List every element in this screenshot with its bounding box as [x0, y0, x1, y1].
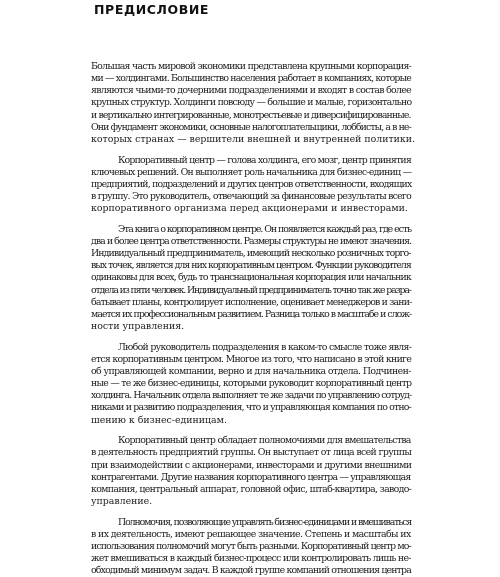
text-line: жет вмешиваться в каждый бизнес-процесс или контролировать лишь не- — [91, 553, 411, 565]
text-line: никами и развитию подразделения, что и управляющая компания по отно- — [91, 402, 411, 414]
text-line: отдела из пяти человек. Индивидуальный предприниматель точно так же разра- — [91, 284, 411, 296]
text-line: корпоративного организма перед акционерами и инвесторами. — [91, 203, 408, 215]
paragraph-gap — [91, 333, 411, 342]
text-line: предприятий, подразделений и других центров ответственности, входящих — [91, 178, 412, 190]
text-line: ные — те же бизнес-единицы, которыми руководит корпоративный центр — [91, 378, 412, 390]
text-line: ности управления. — [91, 321, 185, 332]
text-line: мается их профессиональным развитием. Разница только в масштабе и слож- — [91, 308, 412, 320]
text-line: батывает планы, контролирует исполнение, оценивает менеджеров и зани- — [91, 296, 412, 308]
text-line: в деятельность предприятий группы. Он выступает от лица всей группы — [91, 447, 412, 459]
text-line: одинаковы для всех, будь то транснациональная корпорация или начальник — [91, 272, 411, 284]
text-line: ключевых решений. Он выполняет роль начальника для бизнес-единиц — — [91, 166, 412, 178]
paragraph — [91, 61, 415, 146]
text-line: Любой руководитель подразделения в каком-то смысле тоже явля- — [118, 341, 412, 353]
text-line: Полномочия, позволяющие управлять бизнес-единицами и вмешиваться — [118, 516, 412, 528]
text-line: компания, центральный аппарат, головной офис, штаб-квартира, заводо- — [91, 483, 412, 495]
chapter-heading: ПРЕДИСЛОВИЕ — [94, 2, 210, 17]
text-line: и вертикально интегрированные, монотрестьевые и диверсифицированные. — [91, 109, 411, 121]
paragraph — [91, 224, 411, 333]
text-line: ется корпоративным центром. Многое из того, что написано в этой книге — [91, 353, 412, 365]
text-line: два и более центра ответственности. Размеры структуры не имеют значения. — [91, 236, 412, 248]
paragraph-gap — [91, 146, 411, 155]
paragraph — [91, 342, 411, 427]
text-line: холдинга. Начальник отдела выполняет те же задачи по управлению сотруд- — [91, 390, 412, 402]
text-line: являются чьими-то дочерними подразделениями и входят в состав более — [91, 85, 412, 97]
paragraph — [91, 435, 411, 508]
text-line: в группу. Это руководитель, отвечающий за финансовые результаты всего — [91, 191, 411, 202]
paragraph — [91, 517, 411, 577]
text-line: шению к бизнес-единицам. — [91, 414, 227, 426]
paragraph-gap — [91, 427, 411, 436]
text-line: в их деятельность, имеют решающее значение. Степень и масштабы их — [91, 528, 411, 540]
text-line: Корпоративный центр обладает полномочиями для вмешательства — [118, 435, 411, 447]
text-line: Индивидуальный предприниматель, имеющий несколько розничных торго- — [91, 248, 411, 260]
text-line: обходимый минимум задач. В каждой группе компаний отношения центра — [91, 565, 411, 577]
paragraph — [91, 155, 411, 216]
text-line: вых точек, является для них корпоративным центром. Функции руководителя — [91, 260, 411, 272]
text-line: ми — холдингами. Большинство населения работает в компаниях, которые — [91, 73, 411, 85]
text-line: которых странах — вершители внешней и внутренней политики. — [91, 133, 415, 145]
body-text — [91, 61, 415, 577]
text-line: об управляющей компании, верно и для начальника отдела. Подчинен- — [91, 366, 411, 378]
text-line: крупных структур. Холдинги повсюду — большие и малые, горизонтально — [91, 97, 412, 109]
text-line: контрагентами. Другие названия корпоративного центра — управляющая — [91, 471, 411, 483]
paragraph-gap — [91, 215, 411, 224]
text-line: управление. — [91, 496, 153, 508]
text-line: использования полномочий могут быть разными. Корпоративный центр мо- — [91, 541, 411, 553]
text-line: Эта книга о корпоративном центре. Он появляется каждый раз, где есть — [118, 223, 412, 235]
text-line: Большая часть мировой экономики представлена крупными корпорация- — [91, 61, 412, 72]
text-line: Они фундамент экономики, основные налогоплательщики, лоббисты, а в не- — [91, 121, 411, 133]
text-line: при взаимодействии с акционерами, инвесторами и другими внешними — [91, 459, 412, 471]
paragraph-gap — [91, 508, 411, 517]
text-line: Корпоративный центр — голова холдинга, его мозг, центр принятия — [118, 154, 412, 166]
